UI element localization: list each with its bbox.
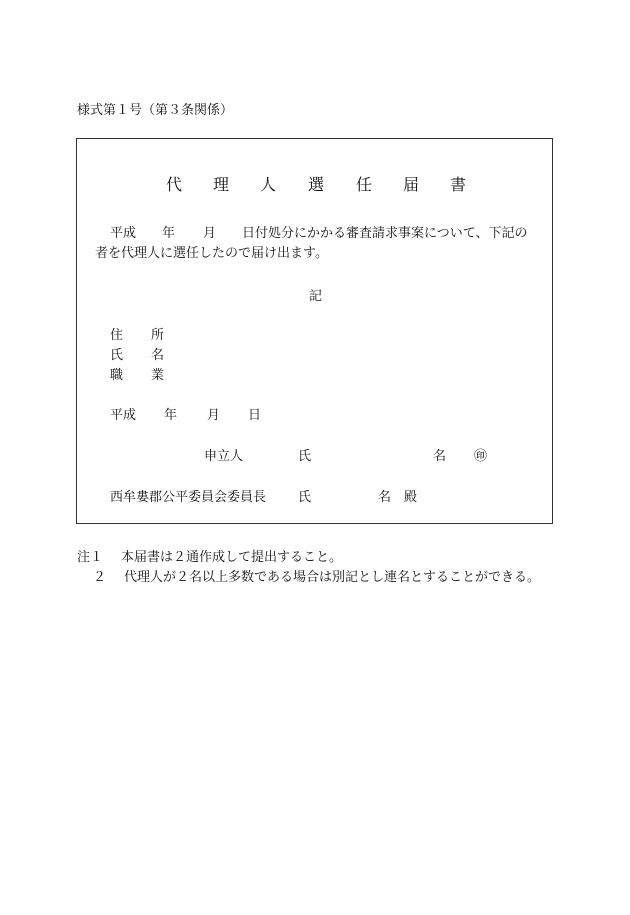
applicant-mei: 名 [433,449,447,464]
note-1 [77,546,342,565]
title-char: 書 [450,175,467,194]
intro-line-1 [110,222,528,241]
addressee-org: 西牟婁郡公平委員会委員長 [110,490,267,505]
seal-mark: ㊞ [474,449,488,464]
addressee-dono: 殿 [404,490,418,505]
note-2-text: 代理人が２名以上多数である場合は別記とし連名とすることができる。 [124,570,541,585]
intro-line-2: 者を代理人に選任したので届け出ます。 [95,246,328,261]
title-char: 届 [403,175,420,194]
addressee-shi: 氏 [298,490,312,505]
note-1-label: 注１ [77,550,104,565]
title-char: 選 [308,175,325,194]
date-line: 平成 年 月 日 [110,408,262,423]
note-1-text: 本届書は２通作成して提出すること。 [121,550,343,565]
address-label: 住 所 [110,328,165,343]
month-text: 月 [203,226,217,241]
name-label: 氏 名 [110,348,165,363]
era-text: 平成 [110,226,137,241]
applicant-shi: 氏 [298,449,312,464]
title-char: 人 [260,175,277,194]
title-char: 理 [213,175,230,194]
title-char: 任 [356,175,373,194]
note-2-label: ２ [93,570,107,585]
year-text: 年 [162,226,176,241]
note-2 [93,566,540,585]
applicant-label: 申立人 [204,449,244,464]
addressee-mei: 名 [378,490,392,505]
title-char: 代 [166,175,183,194]
form-number-label: 様式第１号（第３条関係） [77,103,234,118]
intro-rest-text: 日付処分にかかる審査請求事案について、下記の [242,226,528,241]
ki-heading: 記 [309,289,323,304]
occupation-label: 職 業 [110,368,165,383]
